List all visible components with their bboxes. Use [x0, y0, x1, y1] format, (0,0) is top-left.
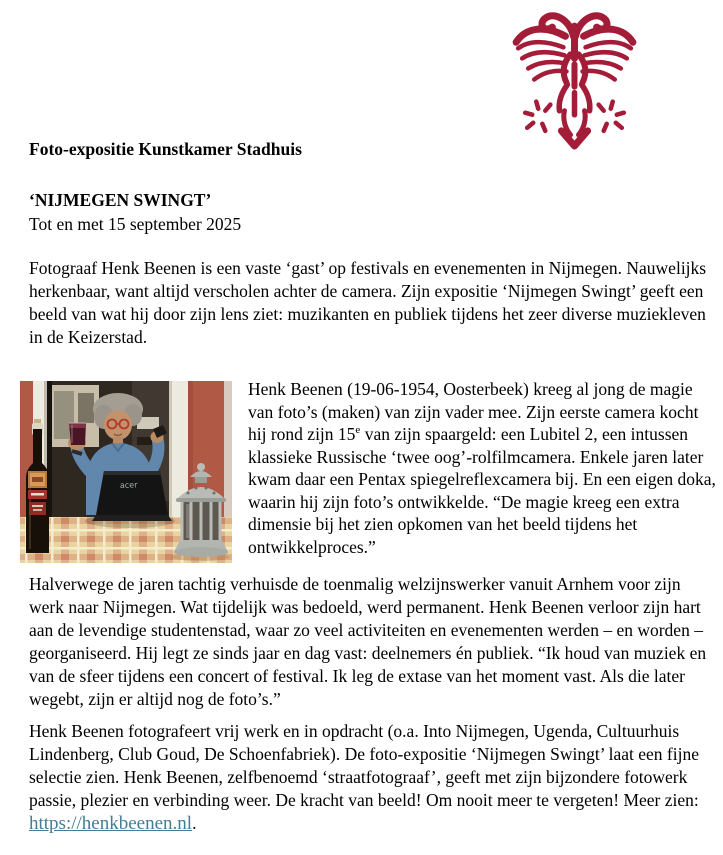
exhibition-header [29, 188, 241, 236]
closing-period: . [192, 813, 197, 833]
bio-superscript: e [355, 424, 361, 437]
website-link[interactable]: https://henkbeenen.nl [29, 813, 193, 834]
history-paragraph: Halverwege de jaren tachtig verhuisde de toenmalig welzijnswerker vanuit Arnhem voor zijn werk naar Nijmegen. Wat tijdelijk was bedoeld, werd permanent. Henk Beenen verloor zijn hart aan de levendige studentenstad, waar zo veel activiteiten en evenementen werden – en worden – georganiseerd. Hij legt ze sinds jaar en dag vast: deelnemers én publiek. “Ik houd van muziek en van de sfeer tijdens een concert of festival. Ik leg de extase van het moment vast. Als die later wegebt, zijn er altijd nog de foto’s.” [29, 574, 707, 709]
laptop-brand-label: acer [119, 480, 138, 490]
bio-text-1: Henk Beenen (19-06-1954, Oosterbeek) kreeg al jong de magie van foto’s (maken) van zijn vader mee. Zijn eerste camera kocht hij rond zijn 15 [248, 379, 699, 444]
bio-text-2: van zijn spaargeld: een Lubitel 2, een intussen klassieke Russische ‘twee oog’-rolfilmcamera. Enkele jaren later kwam daar een Pentax spiegelreflexcamera bij. En een eigen doka, waarin hij zijn foto’s ontwikkelde. “De magie kreeg een extra dimensie bij het zien opkomen van het beeld tijdens het ontwikkelproces.” [248, 424, 716, 557]
closing-text: Henk Beenen fotografeert vrij werk en in opdracht (o.a. Into Nijmegen, Ugenda, Cultuurhuis Lindenberg, Club Goud, De Schoenfabriek). De foto-expositie ‘Nijmegen Swingt’ laat een fijne selectie zien. Henk Beenen, zelfbenoemd ‘straatfotograaf’, geeft met zijn bijzondere fotowerk passie, plezier en verbinding weer. De kracht van beeld! Om nooit meer te vergeten! Meer zien: [29, 721, 699, 810]
photo-text-section [20, 378, 719, 563]
exhibition-title: ‘NIJMEGEN SWINGT’ [29, 190, 212, 210]
nijmegen-eagle-logo [511, 2, 638, 155]
closing-paragraph [29, 720, 719, 835]
intro-paragraph: Fotograaf Henk Beenen is een vaste ‘gast’ op festivals en evenementen in Nijmegen. Nauwelijks herkenbaar, want altijd verscholen achter de camera. Zijn expositie ‘Nijmegen Swingt’ geeft een beeld van wat hij door zijn lens ziet: muzikanten en publiek tijdens het zeer diverse muziekleven in de Keizerstad. [29, 258, 707, 347]
bio-paragraph [248, 378, 719, 558]
henk-beenen-photo [20, 381, 232, 563]
exhibition-dates: Tot en met 15 september 2025 [29, 214, 242, 234]
document-title: Foto-expositie Kunstkamer Stadhuis [29, 139, 302, 159]
